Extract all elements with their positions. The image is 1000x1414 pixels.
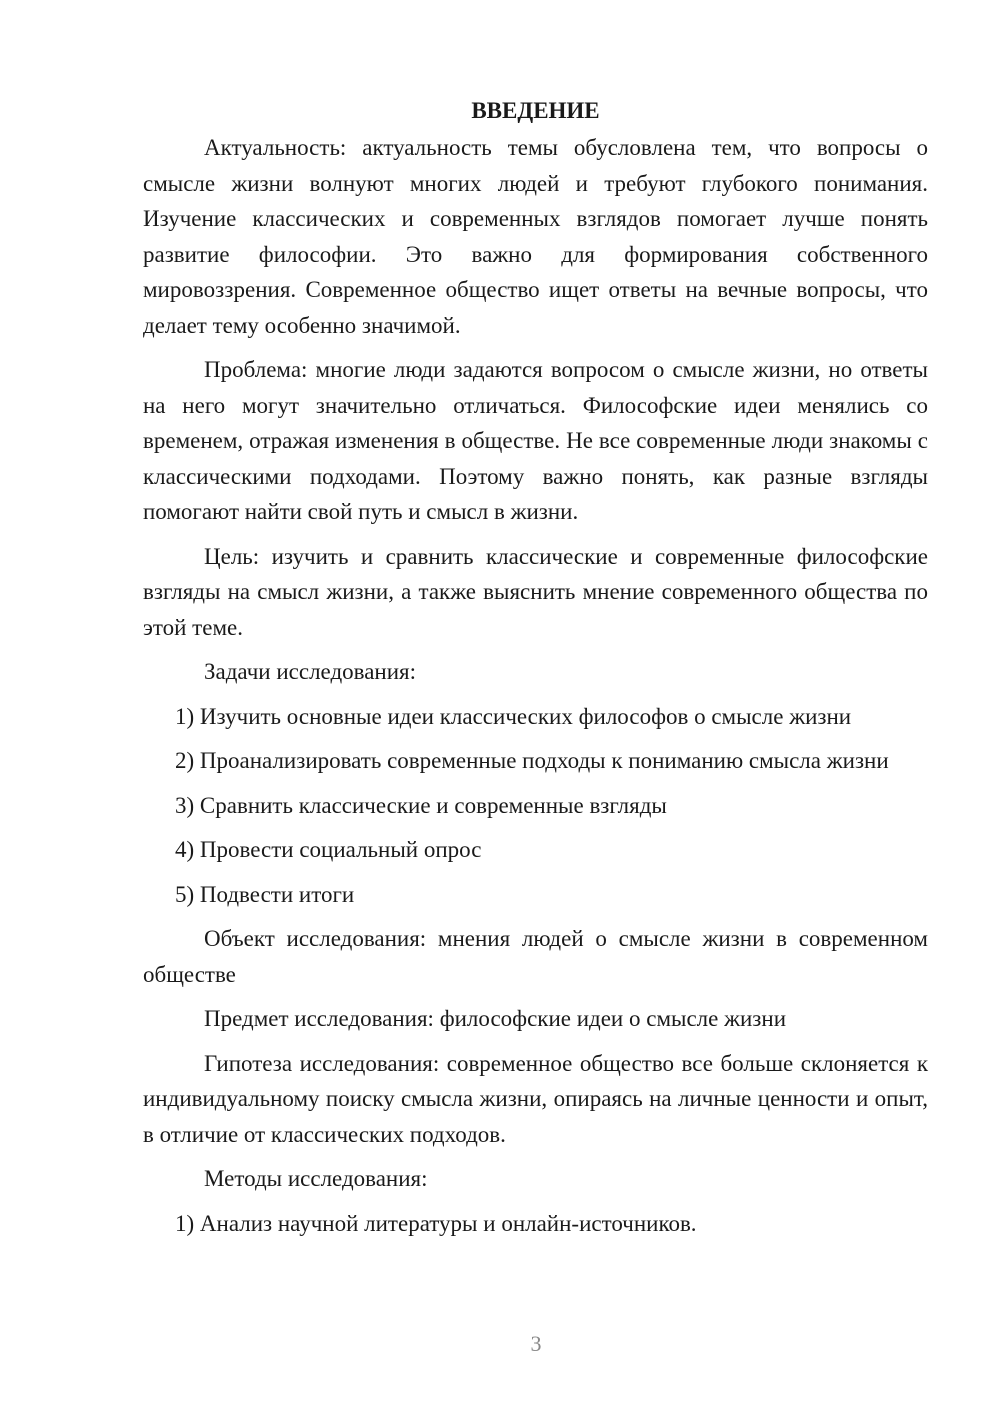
method-item-1: 1) Анализ научной литературы и онлайн-источников. — [175, 1210, 697, 1236]
task-item-2: 2) Проанализировать современные подходы к пониманию смысла жизни — [175, 748, 889, 773]
relevance-paragraph: Актуальность: актуальность темы обусловлена тем, что вопросы о смысле жизни волнуют многих людей и требуют глубокого понимания. Изучение классических и современных взглядов помогает лучше понять развитие философии. Это важно для формирования собственного мировоззрения. Современное общество ищет ответы на вечные вопросы, что делает тему особенно значимой. — [143, 135, 928, 338]
task-item-5: 5) Подвести итоги — [175, 881, 355, 907]
page-title: ВВЕДЕНИЕ — [471, 98, 600, 123]
tasks-heading: Задачи исследования: — [204, 659, 417, 684]
page-number: 3 — [530, 1331, 542, 1356]
task-item-4: 4) Провести социальный опрос — [175, 837, 482, 862]
task-item-1: 1) Изучить основные идеи классических философов о смысле жизни — [175, 703, 852, 729]
task-item-3: 3) Сравнить классические и современные взгляды — [175, 792, 667, 818]
subject-paragraph: Предмет исследования: философские идеи о смысле жизни — [204, 1006, 787, 1031]
object-paragraph: Объект исследования: мнения людей о смысле жизни в современном обществе — [143, 926, 928, 987]
methods-heading: Методы исследования: — [204, 1166, 428, 1191]
hypothesis-paragraph: Гипотеза исследования: современное общество все больше склоняется к индивидуальному поиску смысла жизни, опираясь на личные ценности и опыт, в отличие от классических подходов. — [143, 1050, 928, 1147]
document-page — [143, 92, 928, 1250]
goal-paragraph: Цель: изучить и сравнить классические и современные философские взгляды на смысл жизни, а также выяснить мнение современного общества по этой теме. — [143, 543, 928, 640]
problem-paragraph: Проблема: многие люди задаются вопросом о смысле жизни, но ответы на него могут значительно отличаться. Философские идеи менялись со временем, отражая изменения в обществе. Не все современные люди знакомы с классическими подходами. Поэтому важно понять, как разные взгляды помогают найти свой путь и смысл в жизни. — [143, 357, 928, 524]
